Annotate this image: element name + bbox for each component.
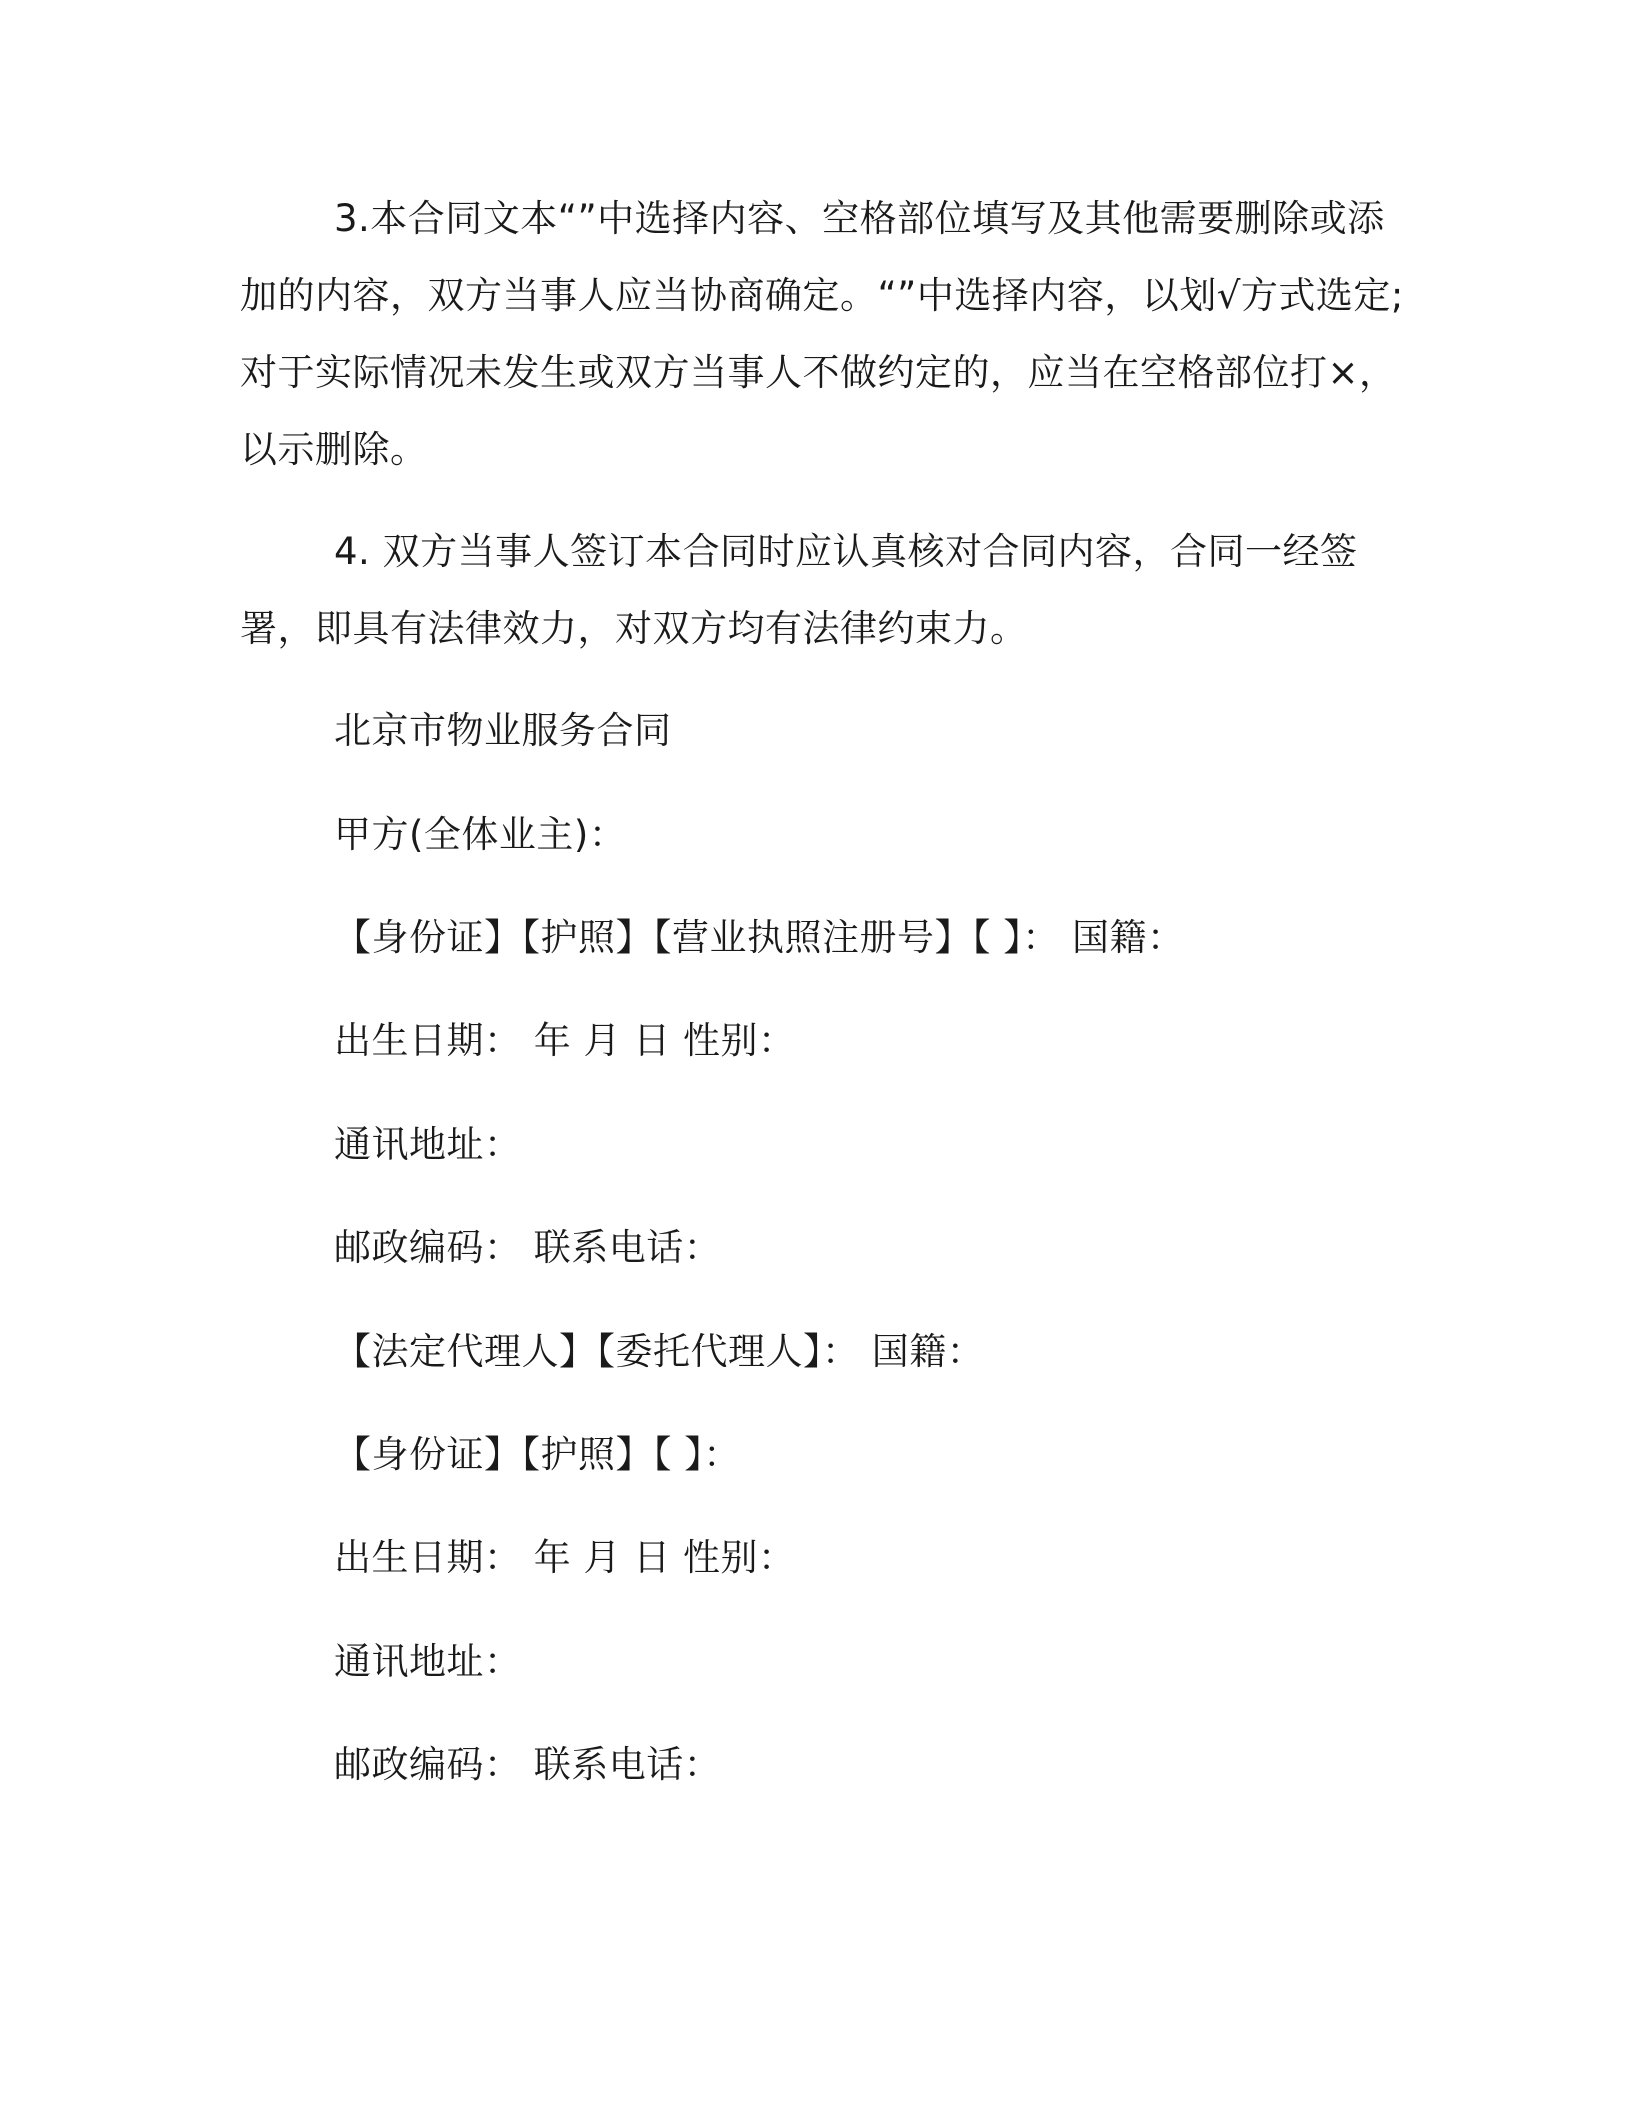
postal-phone-field: 邮政编码： 联系电话： — [334, 1226, 722, 1269]
party-a-label: 甲方(全体业主)： — [334, 813, 627, 856]
agent-field: 【法定代理人】【委托代理人】： 国籍： — [334, 1330, 985, 1373]
agent-birth-date-field: 出生日期： 年 月 日 性别： — [334, 1536, 796, 1579]
birth-date-field: 出生日期： 年 月 日 性别： — [334, 1019, 796, 1062]
paragraph-item-3: 3.本合同文本“”中选择内容、空格部位填写及其他需要删除或添加的内容，双方当事人应当协商确定。“”中选择内容，以划√方式选定;对于实际情况未发生或双方当事人不做约定的，应当在空格部位打×，以示删除。 — [240, 197, 1404, 471]
paragraph-item-4: 4. 双方当事人签订本合同时应认真核对合同内容，合同一经签署，即具有法律效力，对双方均有法律约束力。 — [240, 530, 1358, 650]
agent-address-field: 通讯地址： — [334, 1640, 522, 1683]
address-field: 通讯地址： — [334, 1123, 522, 1166]
contract-title: 北京市物业服务合同 — [334, 709, 672, 752]
id-type-field: 【身份证】【护照】【营业执照注册号】【 】： 国籍： — [334, 916, 1185, 959]
agent-id-type-field: 【身份证】【护照】【 】： — [334, 1433, 741, 1476]
agent-postal-phone-field: 邮政编码： 联系电话： — [334, 1743, 722, 1786]
